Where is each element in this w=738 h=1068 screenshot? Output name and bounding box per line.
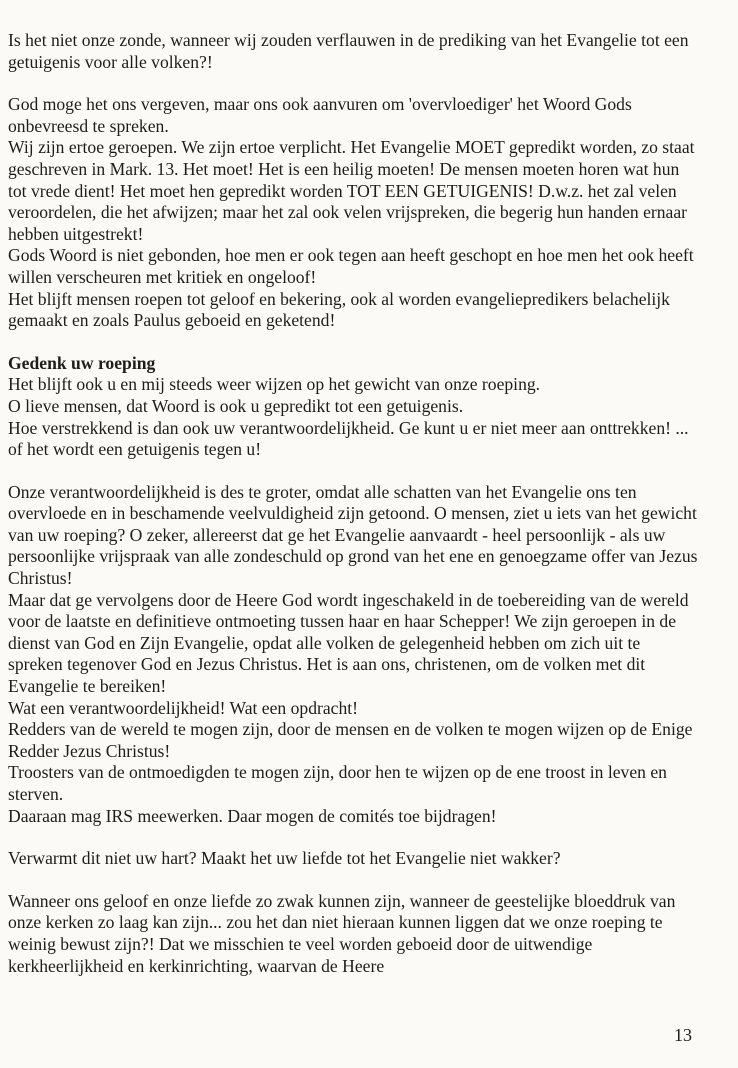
paragraph: O lieve mensen, dat Woord is ook u gepredikt tot een getuigenis.: [8, 395, 464, 416]
paragraph: Onze verantwoordelijkheid is des te groter, omdat alle schatten van het Evangelie ons ten overvloede en in beschamende veelvuldigheid zijn getoond. O mensen, ziet u iets van het gewicht van uw roeping? O zeker, allereerst dat ge het Evangelie aanvaardt - heel persoonlijk - als uw persoonlijke vrijspraak van alle zondeschuld op grond van het ene en genoegzame offer van Jezus Christus!: [8, 481, 698, 589]
paragraph-spacer: [8, 827, 698, 848]
paragraph: Het blijft ook u en mij steeds weer wijzen op het gewicht van onze roeping.: [8, 374, 541, 395]
paragraph: Maar dat ge vervolgens door de Heere God wordt ingeschakeld in de toebereiding van de wereld voor de laatste en definitieve ontmoeting tussen haar en haar Schepper! We zijn geroepen in de dienst van God en Zijn Evangelie, opdat alle volken de gelegenheid hebben om zich uit te spreken tegenover God en Jezus Christus. Het is aan ons, christenen, om de volken met dit Evangelie te bereiken!: [8, 589, 689, 697]
paragraph: Daaraan mag IRS meewerken. Daar mogen de comités toe bijdragen!: [8, 805, 497, 826]
paragraph-spacer: [8, 870, 698, 891]
paragraph: Verwarmt dit niet uw hart? Maakt het uw liefde tot het Evangelie niet wakker?: [8, 848, 561, 869]
paragraph: Redders van de wereld te mogen zijn, door de mensen en de volken te mogen wijzen op de Enige Redder Jezus Christus!: [8, 719, 693, 761]
page-number: 13: [674, 1025, 692, 1045]
paragraph-spacer: [8, 332, 698, 353]
paragraph: Wat een verantwoordelijkheid! Wat een opdracht!: [8, 697, 359, 718]
paragraph: Troosters van de ontmoedigden te mogen zijn, door hen te wijzen op de ene troost in leven en sterven.: [8, 762, 667, 804]
page-body: [8, 30, 698, 977]
section-heading: Gedenk uw roeping: [8, 352, 156, 373]
paragraph: God moge het ons vergeven, maar ons ook aanvuren om 'overvloediger' het Woord Gods onbevreesd te spreken.: [8, 94, 632, 136]
paragraph: Wanneer ons geloof en onze liefde zo zwak kunnen zijn, wanneer de geestelijke bloeddruk van onze kerken zo laag kan zijn... zou het dan niet hieraan kunnen liggen dat we onze roeping te weinig bewust zijn?! Dat we misschien te veel worden geboeid door de uitwendige kerkheerlijkheid en kerkinrichting, waarvan de Heere: [8, 890, 676, 976]
paragraph: Gods Woord is niet gebonden, hoe men er ook tegen aan heeft geschopt en hoe men het ook heeft willen verscheuren met kritiek en ongeloof!: [8, 245, 694, 287]
paragraph: Het blijft mensen roepen tot geloof en bekering, ook al worden evangeliepredikers belachelijk gemaakt en zoals Paulus geboeid en geketend!: [8, 288, 670, 331]
paragraph-spacer: [8, 73, 698, 94]
paragraph: Wij zijn ertoe geroepen. We zijn ertoe verplicht. Het Evangelie MOET gepredikt worden, zo staat geschreven in Mark. 13. Het moet! Het is een heilig moeten! De mensen moeten horen wat hun tot vrede dient! Het moet hen gepredikt worden TOT EEN GETUIGENIS! D.w.z. het zal velen veroordelen, die het afwijzen; maar het zal ook velen vrijspreken, die begerig hun handen ernaar hebben uitgestrekt!: [8, 137, 695, 244]
paragraph: Is het niet onze zonde, wanneer wij zouden verflauwen in de prediking van het Evangelie tot een getuigenis voor alle volken?!: [8, 30, 689, 72]
paragraph-spacer: [8, 461, 698, 482]
paragraph: Hoe verstrekkend is dan ook uw verantwoordelijkheid. Ge kunt u er niet meer aan onttrekken! ... of het wordt een getuigenis tegen u!: [8, 417, 689, 460]
